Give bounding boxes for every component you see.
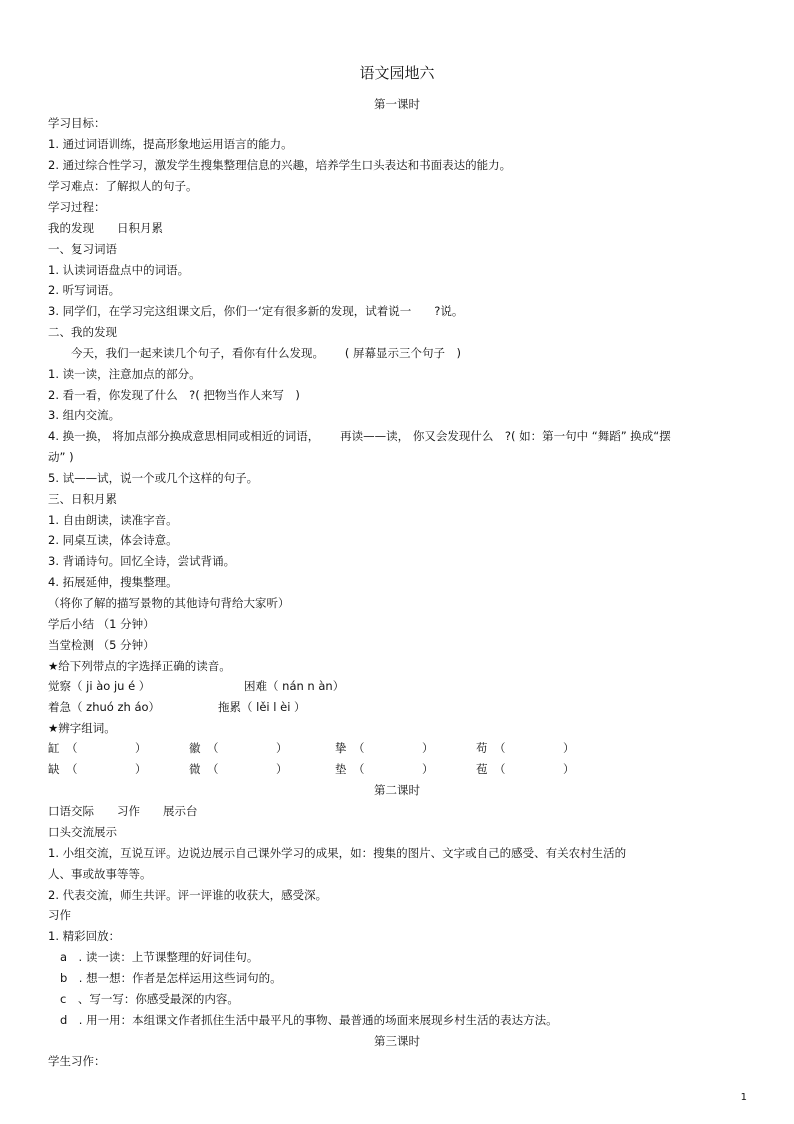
text-line: 一、复习词语 — [48, 242, 117, 256]
page-number: 1 — [740, 1092, 747, 1103]
list-item: c 、写一写：你感受最深的内容。 — [60, 992, 239, 1006]
text-line: 2. 看一看，你发现了什么 ?( 把物当作人来写 ) — [48, 388, 300, 402]
text-line: 3. 背诵诗句。回忆全诗，尝试背诵。 — [48, 554, 236, 568]
page-title: 语文园地六 — [359, 64, 435, 82]
text-line: 三、日积月累 — [48, 492, 117, 506]
zuci-blank[interactable]: （ ） — [66, 741, 147, 755]
zuci-char: 缺 — [48, 762, 60, 776]
text-line: 1. 精彩回放： — [48, 929, 121, 943]
list-item: b . 想一想：作者是怎样运用这些词句的。 — [60, 971, 282, 985]
zuci-char: 徽 — [189, 741, 201, 755]
zuci-blank[interactable]: （ ） — [353, 741, 434, 755]
list-item: d . 用一用：本组课文作者抓住生活中最平凡的事物、最普通的场面来展现乡村生活的表达方法。 — [60, 1013, 558, 1027]
text-line: 4. 换一换， 将加点部分换成意思相同或相近的词语， 再读——读， 你又会发现什么 ?( 如：第一句中 “舞蹈” 换成“摆 — [48, 429, 671, 443]
text-line: 我的发现 日积月累 — [48, 221, 163, 235]
zuci-char: 苟 — [476, 741, 488, 755]
text-line: 学习过程： — [48, 200, 106, 214]
text-line: 2. 通过综合性学习，激发学生搜集整理信息的兴趣，培养学生口头表达和书面表达的能力。 — [48, 158, 512, 172]
text-line: 2. 听写词语。 — [48, 283, 121, 297]
zuci-blank[interactable]: （ ） — [494, 762, 575, 776]
text-line: （将你了解的描写景物的其他诗句背给大家听） — [48, 596, 290, 610]
text-line: ★辨字组词。 — [48, 721, 116, 735]
zuci-char: 苞 — [476, 762, 488, 776]
text-line: 3. 组内交流。 — [48, 408, 121, 422]
text-line: 2. 代表交流，师生共评。评一评谁的收获大，感受深。 — [48, 888, 328, 902]
text-line: 3. 同学们，在学习完这组课文后，你们一‘定有很多新的发现，试着说一 ?说。 — [48, 304, 464, 318]
text-line: 口语交际 习作 展示台 — [48, 804, 198, 818]
pinyin-item: 拖累（ lěi l èi ） — [218, 700, 306, 714]
text-line: 5. 试——试，说一个或几个这样的句子。 — [48, 471, 259, 485]
zuci-char: 垫 — [335, 762, 347, 776]
text-line: 二、我的发现 — [48, 325, 117, 339]
text-line: 人、事或故事等等。 — [48, 867, 152, 881]
zuci-blank[interactable]: （ ） — [207, 762, 288, 776]
zuci-blank[interactable]: （ ） — [207, 741, 288, 755]
zuci-blank[interactable]: （ ） — [353, 762, 434, 776]
text-line: 1. 认读词语盘点中的词语。 — [48, 263, 190, 277]
pinyin-item: 觉察（ ji ào ju é ） — [48, 679, 151, 693]
zuci-char: 微 — [189, 762, 201, 776]
text-line: 动” ) — [48, 450, 74, 464]
lesson-1-heading: 第一课时 — [374, 97, 420, 111]
text-line: ★给下列带点的字选择正确的读音。 — [48, 659, 231, 673]
text-line: 4. 拓展延伸，搜集整理。 — [48, 575, 178, 589]
text-line: 2. 同桌互读，体会诗意。 — [48, 533, 178, 547]
text-line: 1. 小组交流，互说互评。边说边展示自己课外学习的成果，如：搜集的图片、文字或自己的感受、有关农村生活的 — [48, 846, 627, 860]
text-line: 当堂检测 （5 分钟） — [48, 638, 155, 652]
lesson-2-heading: 第二课时 — [374, 783, 420, 797]
text-line: 今天，我们一起来读几个句子，看你有什么发现。 ( 屏幕显示三个句子 ) — [48, 346, 462, 360]
text-line: 口头交流展示 — [48, 825, 117, 839]
zuci-blank[interactable]: （ ） — [494, 741, 575, 755]
pinyin-item: 着急（ zhuó zh áo） — [48, 700, 161, 714]
list-item: a . 读一读：上节课整理的好词佳句。 — [60, 950, 259, 964]
text-line: 学生习作： — [48, 1054, 106, 1068]
text-line: 1. 通过词语训练，提高形象地运用语言的能力。 — [48, 137, 293, 151]
pinyin-item: 困难（ nán n àn） — [244, 679, 345, 693]
zuci-blank[interactable]: （ ） — [66, 762, 147, 776]
text-line: 学后小结 （1 分钟） — [48, 617, 155, 631]
zuci-char: 挚 — [335, 741, 347, 755]
text-line: 1. 读一读，注意加点的部分。 — [48, 367, 201, 381]
text-line: 1. 自由朗读，读准字音。 — [48, 513, 178, 527]
text-line: 学习目标： — [48, 116, 106, 130]
lesson-3-heading: 第三课时 — [374, 1034, 420, 1048]
text-line: 学习难点：了解拟人的句子。 — [48, 179, 198, 193]
text-line: 习作 — [48, 908, 71, 922]
zuci-char: 缸 — [48, 741, 60, 755]
